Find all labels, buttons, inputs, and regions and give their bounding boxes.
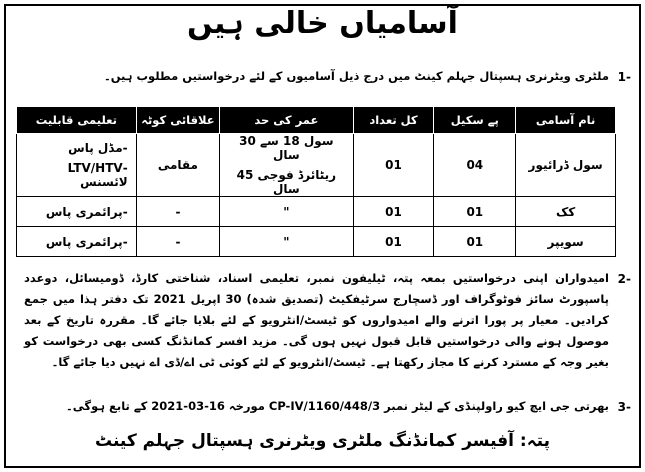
headline: آسامیاں خالی ہیں [187, 6, 458, 41]
col-count: کل تعداد [353, 107, 434, 134]
total-count: 01 [353, 134, 434, 197]
table-row [17, 134, 616, 197]
qualification: -پرائمری پاس [17, 197, 137, 227]
post-name: سول ڈرائیور [516, 134, 616, 197]
age-limit: " [220, 197, 353, 227]
col-post: نام آسامی [516, 107, 616, 134]
pay-scale: 04 [434, 134, 516, 197]
post-name: سویپر [516, 227, 616, 257]
table-row [17, 197, 616, 227]
qualification: -پرائمری پاس [17, 227, 137, 257]
col-qualification: تعلیمی قابلیت [17, 107, 137, 134]
para3-text: بھرتی جی ایچ کیو راولپنڈی کے لیٹر نمبر 1160/448/3/CP-IV مورخہ 16-03-2021 کے تابع ہوگی۔ [66, 399, 609, 413]
para2-text: امیدواران اپنی درخواستیں بمعہ پتہ، ٹیلیفون نمبر، تعلیمی اسناد، شناختی کارڈ، ڈومیسائل، دوعدد پاسپورٹ سائز فوٹوگراف اور ڈسچارج سرٹیفکیٹ (تصدیق شدہ) 30 اپریل 2021 تک دفتر ہذا میں جمع کرادیں۔ معیار پر پورا اترنے والے امیدواروں کو ٹیسٹ/انٹرویو کے لئے بلایا جائے گا۔ مقررہ تاریخ کے بعد موصول ہونے والی درخواستیں قابل قبول نہیں ہوں گی۔ مزید افسر کمانڈنگ کسی بھی درخواست کو بغیر وجہ کے مسترد کرنے کا مجاز رکھتا ہے۔ ٹیسٹ/انٹرویو کے لئے کوئی ٹی اے/ڈی اے نہیں دیا جائے گا۔ [24, 271, 609, 369]
pay-scale: 01 [434, 197, 516, 227]
total-count: 01 [353, 197, 434, 227]
post-name: کک [516, 197, 616, 227]
col-scale: پے سکیل [434, 107, 516, 134]
pay-scale: 01 [434, 227, 516, 257]
qual-line-2: -LTV/HTV لائسنس [67, 161, 128, 189]
age-line-1: سول 18 سے 30 سال [239, 134, 334, 162]
table-row [17, 227, 616, 257]
col-age: عمر کی حد [220, 107, 353, 134]
address: پتہ: آفیسر کمانڈنگ ملٹری ویٹرنری ہسپتال جہلم کینٹ [94, 431, 551, 451]
qual-line-1: -مڈل پاس [68, 141, 128, 155]
regional-quota: مقامی [136, 134, 220, 197]
table-header-row [17, 107, 616, 134]
total-count: 01 [353, 227, 434, 257]
regional-quota: - [136, 227, 220, 257]
regional-quota: - [136, 197, 220, 227]
age-limit [220, 134, 353, 197]
col-quota: علاقائی کوٹہ [136, 107, 220, 134]
para2-number: 2- [617, 272, 631, 286]
qualification [17, 134, 137, 197]
para1-text: ملٹری ویٹرنری ہسپتال جہلم کینٹ میں درج ذیل آسامیوں کے لئے درخواستیں مطلوب ہیں۔ [103, 69, 609, 83]
age-limit: " [220, 227, 353, 257]
vacancy-table [16, 106, 616, 257]
age-line-2: ریٹائرڈ فوجی 45 سال [236, 168, 337, 196]
para1-number: 1- [617, 70, 631, 84]
para3-number: 3- [617, 400, 631, 414]
